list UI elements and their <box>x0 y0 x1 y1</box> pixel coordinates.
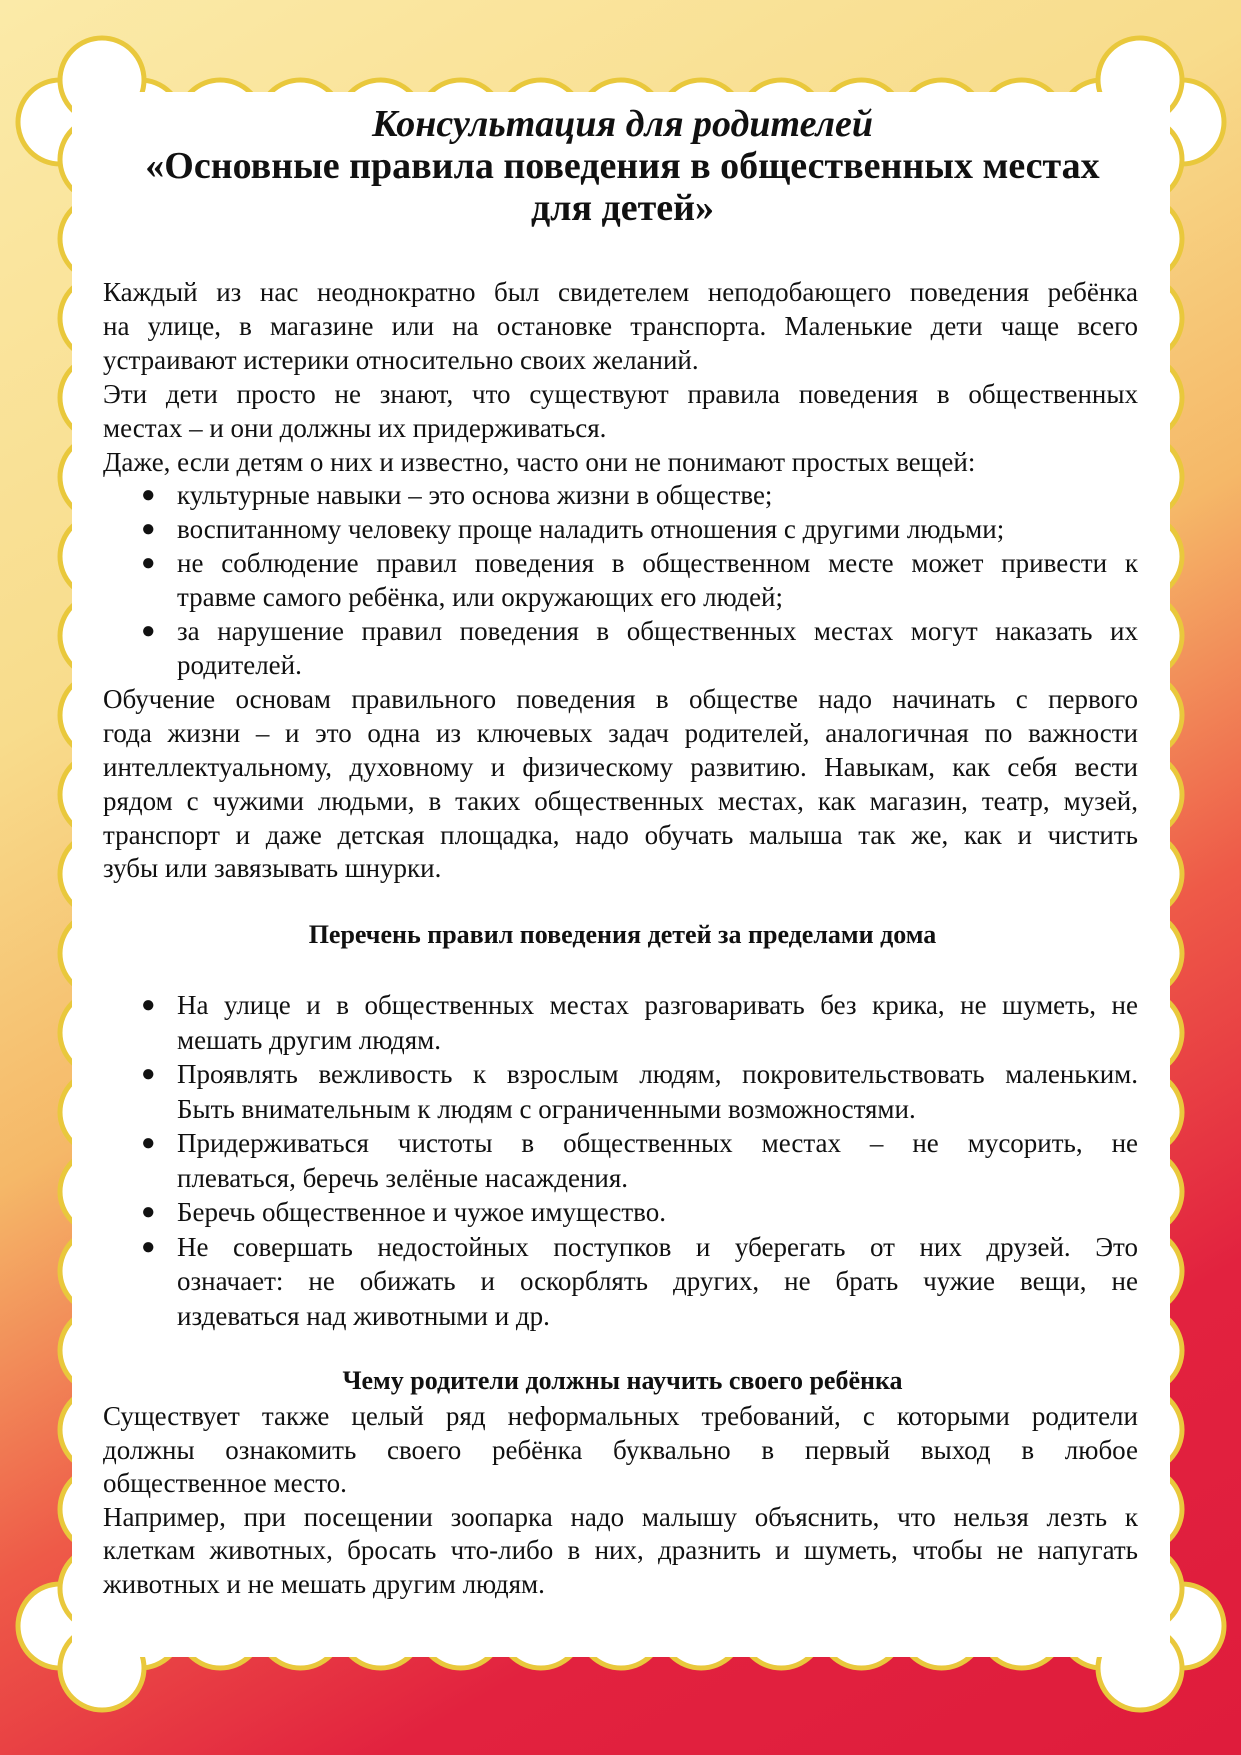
text-line: должны ознакомить своего ребёнка буквально в первый выход в любое <box>103 1434 1138 1465</box>
outro-section <box>103 1400 1138 1601</box>
bullet-icon: ● <box>141 1061 156 1087</box>
text-line: Каждый из нас неоднократно был свидетелем неподобающего поведения ребёнка <box>103 277 1138 307</box>
bullet-icon: ● <box>141 618 156 645</box>
bullet-item <box>103 1126 1138 1195</box>
text-line: На улице и в общественных местах разговаривать без крика, не шуметь, не <box>177 990 1138 1020</box>
paragraph <box>103 1400 1138 1501</box>
rules-heading: Перечень правил поведения детей за пределами дома <box>308 920 937 949</box>
text-line: интеллектуальному, духовному и физическому развитию. Навыкам, как себя вести <box>103 751 1138 782</box>
text-line: не соблюдение правил поведения в общественном месте может привести к <box>177 548 1138 579</box>
text-line: Обучение основам правильного поведения в обществе надо начинать с первого <box>103 683 1138 714</box>
text-line: зубы или завязывать шнурки. <box>103 853 442 884</box>
bullet-icon: ● <box>141 550 156 577</box>
text-line: рядом с чужими людьми, в таких общественных местах, как магазин, театр, музей, <box>103 785 1138 816</box>
text-line: Беречь общественное и чужое имущество. <box>177 1197 666 1227</box>
text-line: издеваться над животными и др. <box>177 1300 550 1331</box>
bullet-item <box>103 615 1138 683</box>
text-line: местах – и они должны их придерживаться. <box>103 412 607 443</box>
text-line: воспитанному человеку проще наладить отношения с другими людьми; <box>177 514 1005 545</box>
text-line: означает: не обижать и оскорблять других, не брать чужие вещи, не <box>177 1266 1138 1296</box>
rules-list <box>103 988 1138 1333</box>
title-line-1: Консультация для родителей <box>371 103 874 145</box>
paragraph <box>103 276 1138 378</box>
text-line: плеваться, беречь зелёные насаждения. <box>177 1162 629 1193</box>
intro-section <box>103 276 1138 886</box>
bullet-icon: ● <box>141 516 156 543</box>
text-line: Проявлять вежливость к взрослым людям, покровительствовать маленьким. <box>177 1059 1138 1089</box>
bullet-icon: ● <box>141 1130 156 1156</box>
bullet-item <box>103 479 1138 513</box>
title-line-3: для детей» <box>530 187 715 229</box>
text-line: животных и не мешать другим людям. <box>103 1568 545 1599</box>
text-line: года жизни – и это одна из ключевых задач родителей, аналогичная по важности <box>103 717 1138 748</box>
text-line: устраивают истерики относительно своих желаний. <box>103 344 699 375</box>
paragraph <box>103 446 1138 480</box>
text-line: Даже, если детям о них и известно, часто они не понимают простых вещей: <box>103 446 976 477</box>
text-line: Существует также целый ряд неформальных требований, с которыми родители <box>103 1401 1138 1431</box>
title-line-2: «Основные правила поведения в общественных местах <box>145 145 1100 187</box>
text-line: культурные навыки – это основа жизни в обществе; <box>177 480 773 511</box>
paragraph <box>103 1501 1138 1602</box>
text-line: клеткам животных, бросать что-либо в них, дразнить и шуметь, чтобы не напугать <box>103 1535 1138 1565</box>
bullet-icon: ● <box>141 1199 156 1225</box>
bullet-item <box>103 1195 1138 1230</box>
text-line: Например, при посещении зоопарка надо малышу объяснить, что нельзя лезть к <box>103 1501 1138 1532</box>
paragraph <box>103 683 1138 886</box>
text-line: за нарушение правил поведения в общественных местах могут наказать их <box>177 616 1138 647</box>
bullet-icon: ● <box>141 992 156 1018</box>
bullet-icon: ● <box>141 1233 156 1260</box>
text-line: Быть внимательным к людям с ограниченными возможностями. <box>177 1093 916 1124</box>
bullet-item <box>103 988 1138 1057</box>
bullet-item <box>103 513 1138 547</box>
bullet-item <box>103 547 1138 615</box>
text-line: травме самого ребёнка, или окружающих его людей; <box>177 582 784 613</box>
text-line: мешать другим людям. <box>177 1024 442 1055</box>
text-line: Не совершать недостойных поступков и уберегать от них друзей. Это <box>177 1231 1138 1262</box>
bullet-item <box>103 1230 1138 1334</box>
bullet-icon: ● <box>141 482 156 509</box>
bullet-item <box>103 1057 1138 1126</box>
text-line: Эти дети просто не знают, что существуют правила поведения в общественных <box>103 378 1138 409</box>
parents-heading: Чему родители должны научить своего ребёнка <box>342 1366 903 1395</box>
page-title <box>80 103 1165 229</box>
text-line: Придерживаться чистоты в общественных местах – не мусорить, не <box>177 1128 1138 1158</box>
text-line: общественное место. <box>103 1468 347 1498</box>
text-line: на улице, в магазине или на остановке транспорта. Маленькие дети чаще всего <box>103 310 1138 341</box>
text-line: родителей. <box>177 649 302 680</box>
text-line: транспорт и даже детская площадка, надо обучать малыша так же, как и чистить <box>103 819 1138 850</box>
paragraph <box>103 378 1138 446</box>
